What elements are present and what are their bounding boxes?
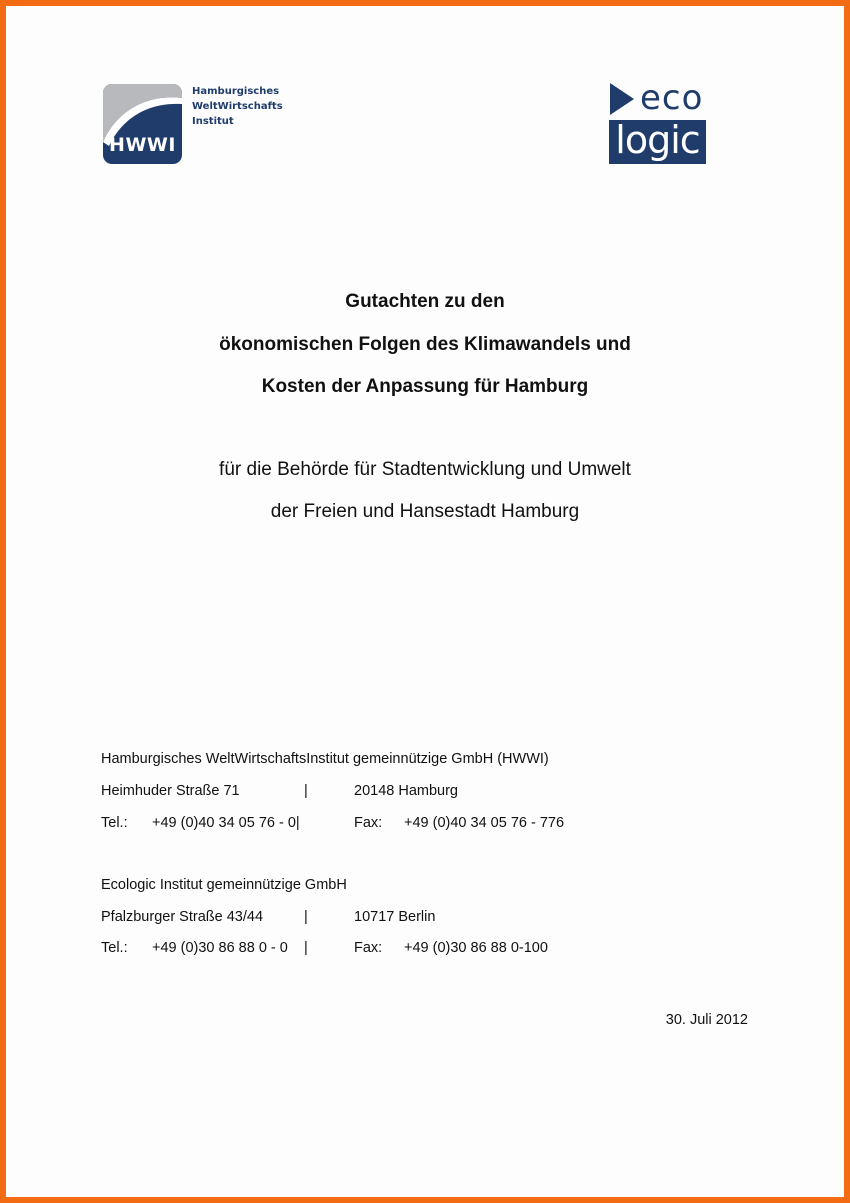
document-date: 30. Juli 2012 [665, 1012, 748, 1028]
hwwi-logo [103, 84, 182, 164]
ecologic-triangle-icon [610, 83, 634, 115]
hwwi-logo-text: HWWI [109, 134, 176, 156]
ecologic-logo [609, 120, 706, 164]
ecologic-address-separator: | [304, 909, 308, 925]
ecologic-logo-logic: logic [615, 118, 700, 162]
hwwi-city: 20148 Hamburg [354, 783, 458, 799]
hwwi-fax: +49 (0)40 34 05 76 - 776 [404, 815, 565, 831]
document-subtitle-line: der Freien und Hansestadt Hamburg [270, 501, 580, 522]
hwwi-fax-label: Fax: [354, 815, 383, 831]
hwwi-address-separator: | [304, 783, 308, 799]
hwwi-name-line: Hamburgisches [192, 86, 280, 97]
ecologic-city: 10717 Berlin [354, 909, 436, 925]
hwwi-name-line: Institut [192, 116, 234, 127]
document-title-line: Gutachten zu den [345, 291, 505, 312]
ecologic-tel-separator: | [304, 940, 308, 956]
document-subtitle-line: für die Behörde für Stadtentwicklung und Umwelt [219, 459, 631, 480]
ecologic-tel-label: Tel.: [101, 940, 128, 956]
ecologic-logo-eco: eco [640, 78, 704, 118]
ecologic-street: Pfalzburger Straße 43/44 [101, 909, 264, 925]
ecologic-tel: +49 (0)30 86 88 0 - 0 [152, 940, 288, 956]
hwwi-street: Heimhuder Straße 71 [101, 783, 240, 799]
hwwi-org-name: Hamburgisches WeltWirtschaftsInstitut gemeinnützige GmbH (HWWI) [101, 751, 549, 767]
ecologic-fax-label: Fax: [354, 940, 383, 956]
document-title-line: ökonomischen Folgen des Klimawandels und [219, 334, 631, 355]
hwwi-tel: +49 (0)40 34 05 76 - 0| [152, 815, 300, 831]
hwwi-name-line: WeltWirtschafts [192, 101, 283, 112]
document-title-line: Kosten der Anpassung für Hamburg [261, 376, 589, 397]
ecologic-org-name: Ecologic Institut gemeinnützige GmbH [101, 877, 347, 893]
hwwi-logo-name [192, 84, 302, 129]
hwwi-tel-label: Tel.: [101, 815, 128, 831]
ecologic-fax: +49 (0)30 86 88 0-100 [404, 940, 548, 956]
